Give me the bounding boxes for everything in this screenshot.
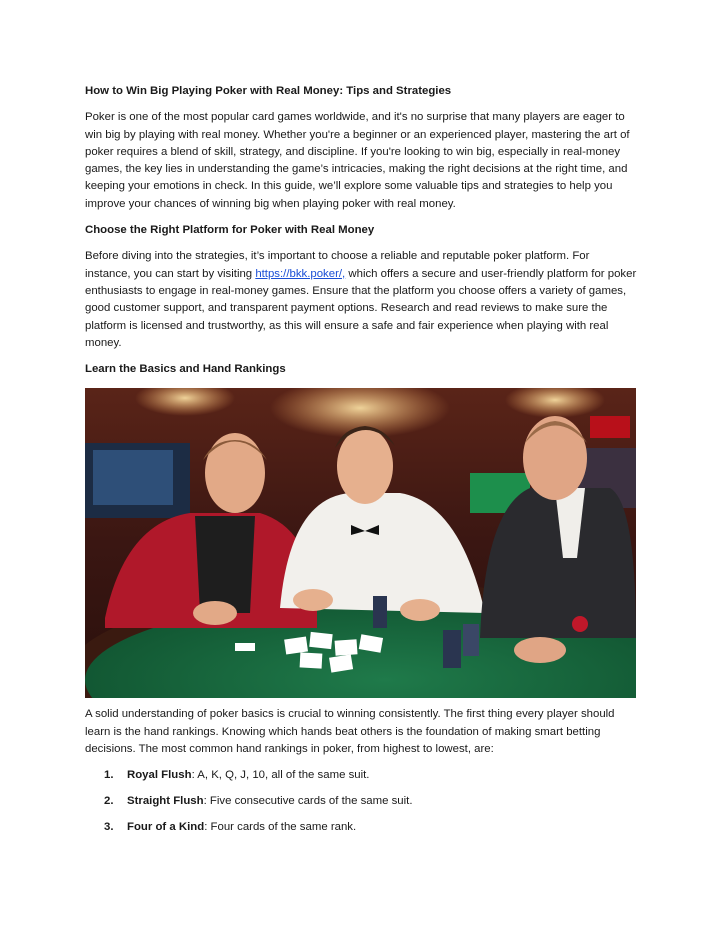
list-item [85,819,637,836]
document-page [85,83,637,845]
list-item-desc: : Four cards of the same rank. [204,821,357,834]
platform-text-before: Before diving into the strategies, it’s important to choose a reliable and reputable poker platform. For instance, you can start by visiting [85,250,590,280]
section-heading-basics: Learn the Basics and Hand Rankings [85,363,286,376]
list-item-desc: : A, K, Q, J, 10, all of the same suit. [191,769,370,782]
intro-paragraph: Poker is one of the most popular card games worldwide, and it's no surprise that many players are eager to win big by playing with real money. Whether you're a beginner or an experienced player, mastering the art of poker requires a blend of skill, strategy, and discipline. If you're looking to win big, especially in real-money games, the key lies in understanding the game’s intricacies, making the right decisions at the right time, and keeping your emotions in check. In this guide, we’ll explore some valuable tips and strategies to help you improve your chances of winning big when playing poker with real money. [85,111,630,210]
list-item-number: 3. [104,821,114,834]
section-heading-platform: Choose the Right Platform for Poker with Real Money [85,224,375,237]
list-item-number: 2. [104,795,114,808]
platform-text-after: which offers a secure and user-friendly platform for poker enthusiasts to engage in real-money games. Ensure that the platform you choose offers a variety of games, good customer support, and transparent payment options. Research and read reviews to make sure the platform is licensed and trustworthy, as this will ensure a safe and fair experience when playing with real money. [85,267,637,349]
basics-paragraph: A solid understanding of poker basics is crucial to winning consistently. The first thing every player should learn is the hand rankings. Knowing which hands beat others is the foundation of making smart betting decisions. The most common hand rankings in poker, from highest to lowest, are: [85,708,615,756]
list-item-term: Straight Flush [127,795,204,808]
list-item [85,767,637,784]
poker-table-photo [85,388,636,698]
list-item-number: 1. [104,769,114,782]
list-item [85,793,637,810]
list-item-term: Four of a Kind [127,821,205,834]
platform-paragraph [85,248,637,352]
platform-link[interactable]: https://bkk.poker/, [255,267,346,280]
list-item-desc: : Five consecutive cards of the same suit. [203,795,413,808]
list-item-term: Royal Flush [127,769,192,782]
hand-rankings-list [85,767,637,836]
document-title: How to Win Big Playing Poker with Real Money: Tips and Strategies [85,85,452,97]
